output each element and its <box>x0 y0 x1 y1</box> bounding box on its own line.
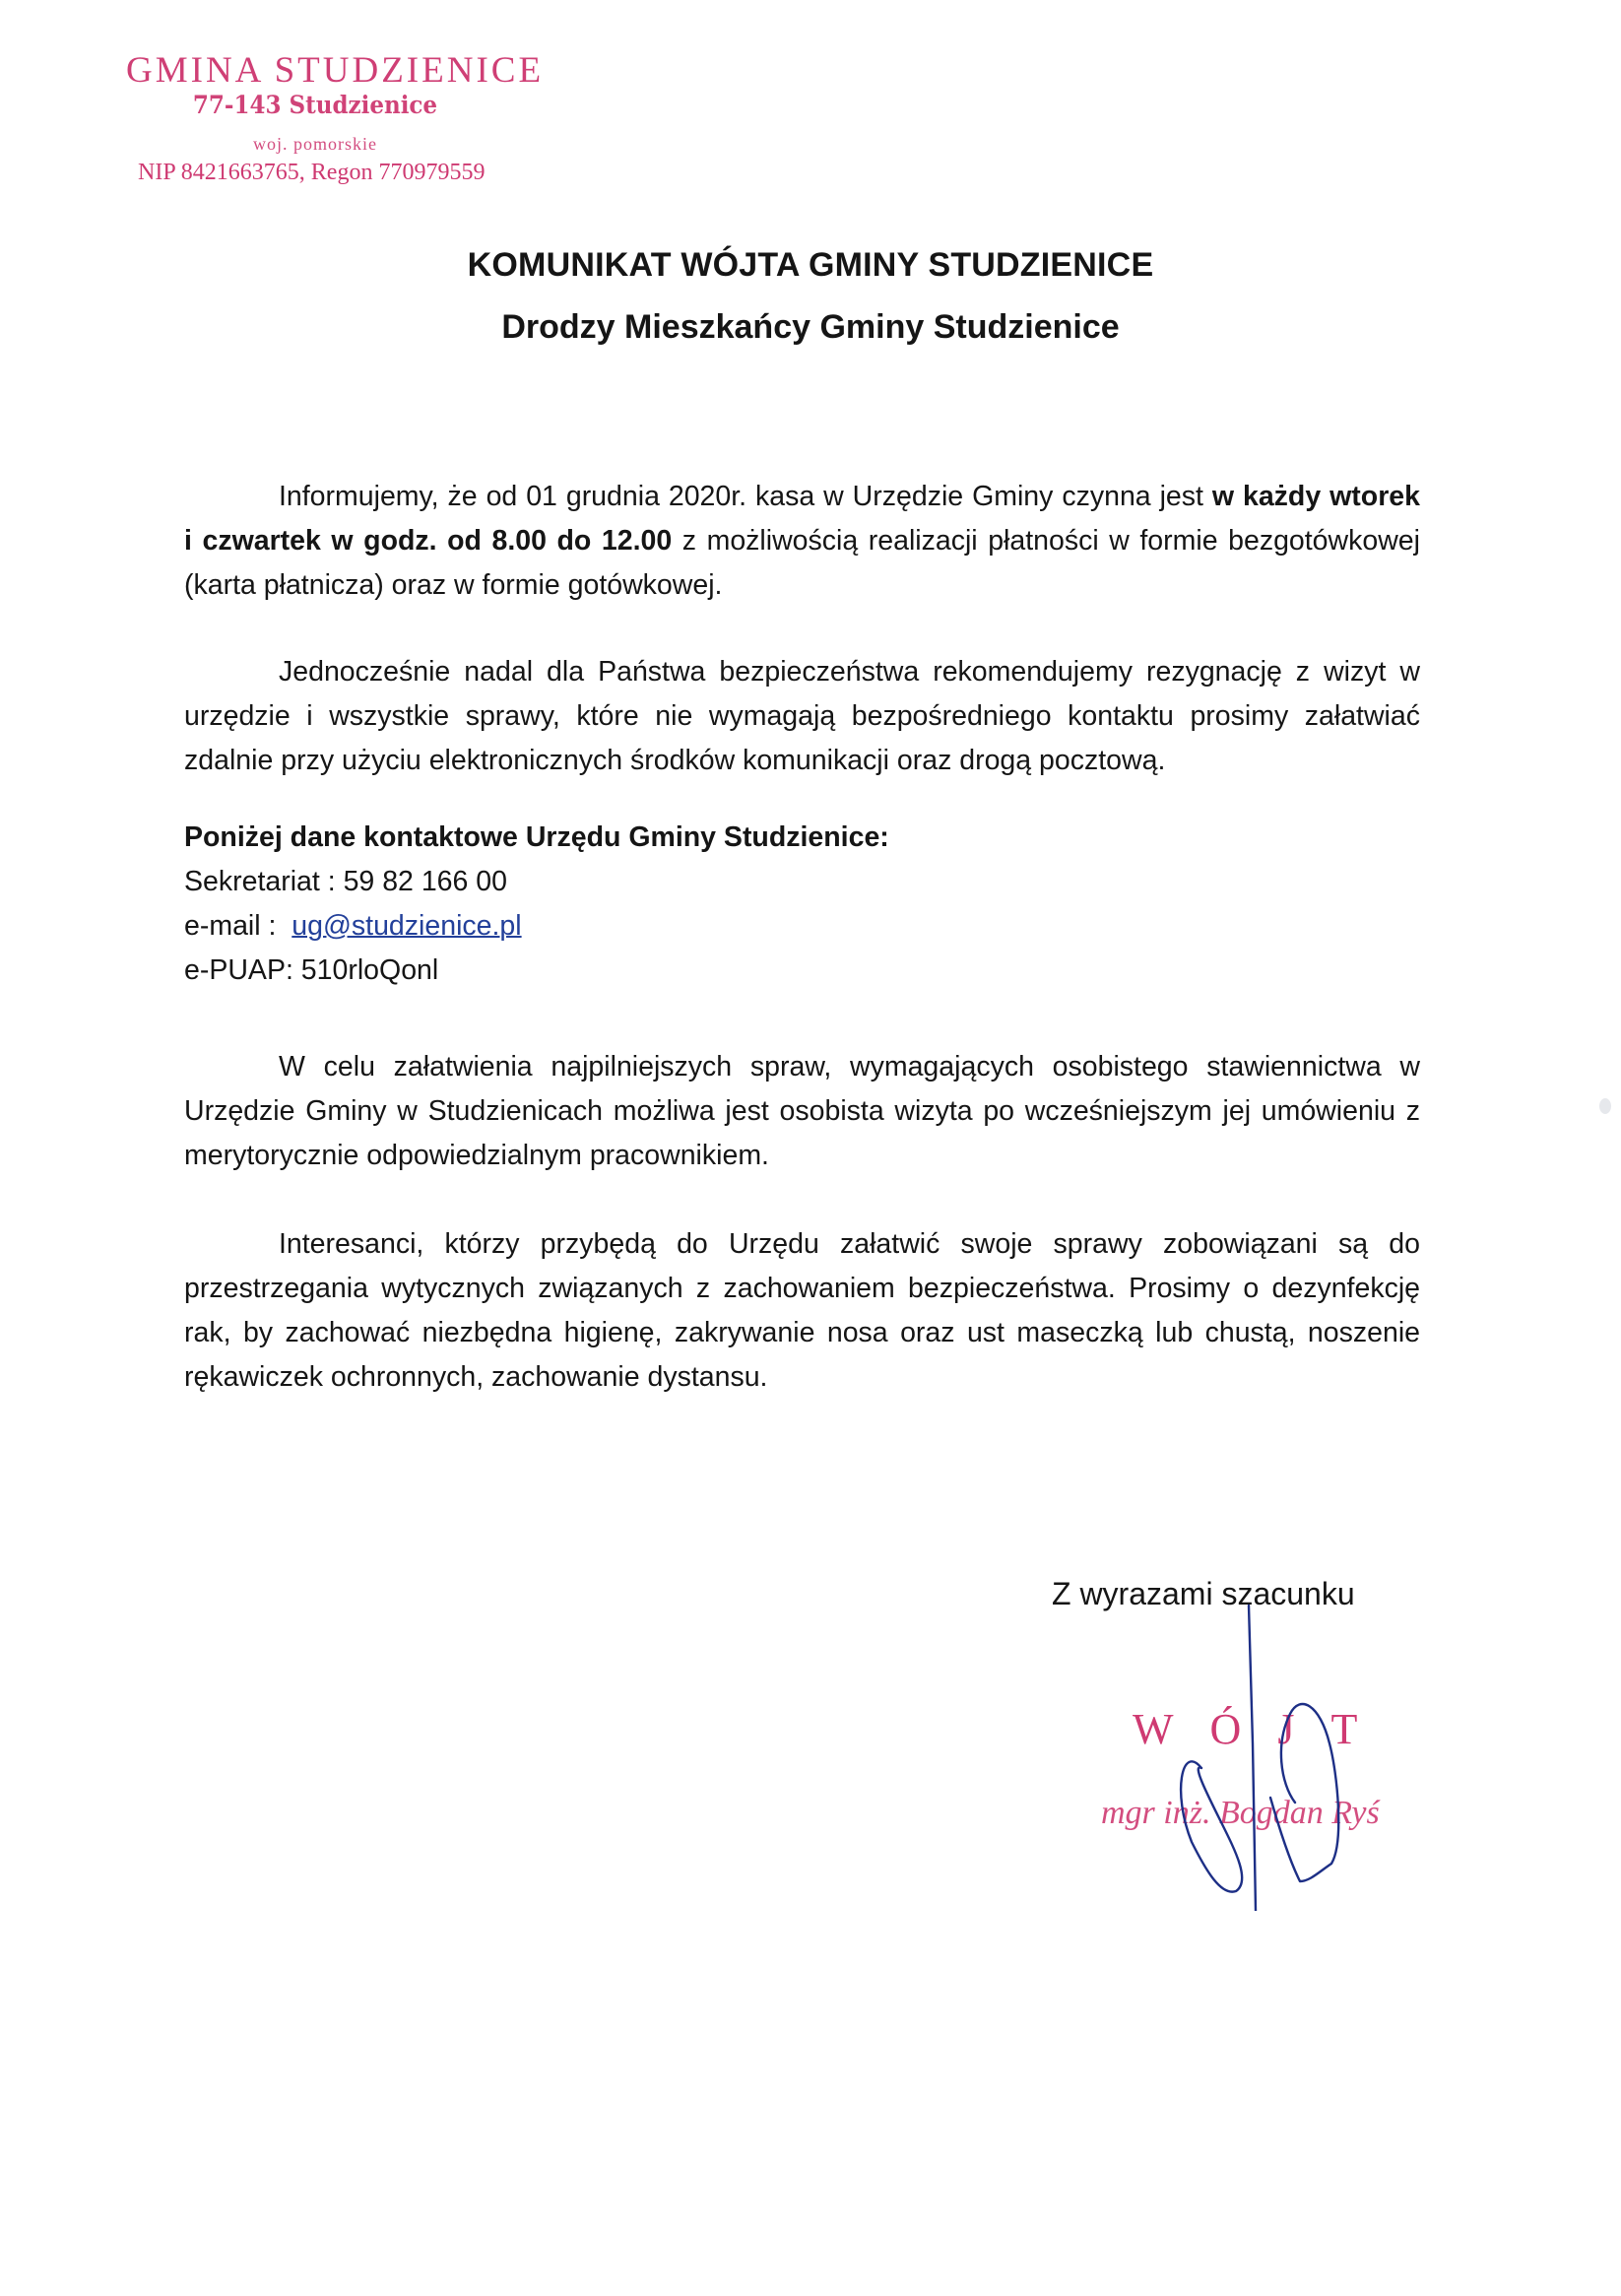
stamp-letter: Ó <box>1209 1705 1244 1753</box>
email-link[interactable]: ug@studzienice.pl <box>292 910 522 942</box>
paragraph-safety-rules <box>184 1222 1420 1400</box>
official-name-stamp: mgr inż. Bogdan Ryś <box>1101 1795 1380 1831</box>
contact-email <box>184 904 1420 949</box>
paragraph-remote-contact <box>184 650 1420 783</box>
closing-salutation: Z wyrazami szacunku <box>1052 1576 1355 1611</box>
stamp-letter: J <box>1277 1705 1297 1753</box>
stamp-municipality-name: GMINA STUDZIENICE <box>126 50 545 91</box>
p1-intro: Informujemy, że od 01 grudnia 2020r. kasa w Urzędzie Gminy czynna jest <box>279 481 1203 512</box>
contact-epuap <box>184 949 1420 993</box>
p3-text: W celu załatwienia najpilniejszych spraw, wymagających osobistego stawiennictwa w Urzędzie Gminy w Studzienicach możliwa jest osobista wizyta po wcześniejszym jej umówieniu z merytorycznie odpowiedzialnym pracownikiem. <box>184 1051 1420 1171</box>
secretariat-phone: 59 82 166 00 <box>343 866 507 897</box>
p1-rest: z możliwością realizacji płatności w formie bezgotówkowej (karta płatnicza) oraz w formie gotówkowej. <box>184 525 1420 601</box>
epuap-label: e-PUAP: <box>184 954 293 986</box>
stamp-postal-address: 77-143 Studzienice <box>192 91 438 119</box>
stamp-letter: T <box>1330 1705 1360 1753</box>
p1-hours-bold: w każdy wtorek i czwartek w godz. od 8.00 do 12.00 <box>184 481 1420 557</box>
scan-speck <box>1599 1098 1611 1114</box>
document-title: KOMUNIKAT WÓJTA GMINY STUDZIENICE <box>467 246 1154 284</box>
stamp-letter: W <box>1133 1705 1176 1753</box>
p4-text: Interesanci, którzy przybędą do Urzędu załatwić swoje sprawy zobowiązani są do przestrzegania wytycznych związanych z zachowaniem bezpieczeństwa. Prosimy o dezynfekcję rak, by zachować niezbędna higienę, zakrywanie nosa oraz ust maseczką lub chustą, noszenie rękawiczek ochronnych, zachowanie dystansu. <box>184 1228 1420 1393</box>
stamp-voivodeship: woj. pomorskie <box>253 134 377 154</box>
stamp-tax-ids: NIP 8421663765, Regon 770979559 <box>138 160 486 185</box>
contact-secretariat <box>184 860 1420 904</box>
contacts-heading: Poniżej dane kontaktowe Urzędu Gminy Studzienice: <box>184 821 889 853</box>
epuap-value: 510rloQonl <box>300 954 439 986</box>
email-label: e-mail : <box>184 910 277 942</box>
secretariat-label: Sekretariat : <box>184 866 336 897</box>
p2-text: Jednocześnie nadal dla Państwa bezpieczeństwa rekomendujemy rezygnację z wizyt w urzędzie i wszystkie sprawy, które nie wymagają bezpośredniego kontaktu prosimy załatwiać zdalnie przy użyciu elektronicznych środków komunikacji oraz drogą pocztową. <box>184 656 1420 776</box>
document-subtitle: Drodzy Mieszkańcy Gminy Studzienice <box>501 308 1120 346</box>
paragraph-in-person-visits <box>184 1045 1420 1178</box>
handwritten-signature-icon <box>1162 1596 1379 1911</box>
contact-details <box>184 816 1420 993</box>
paragraph-cash-desk-hours <box>184 475 1420 608</box>
